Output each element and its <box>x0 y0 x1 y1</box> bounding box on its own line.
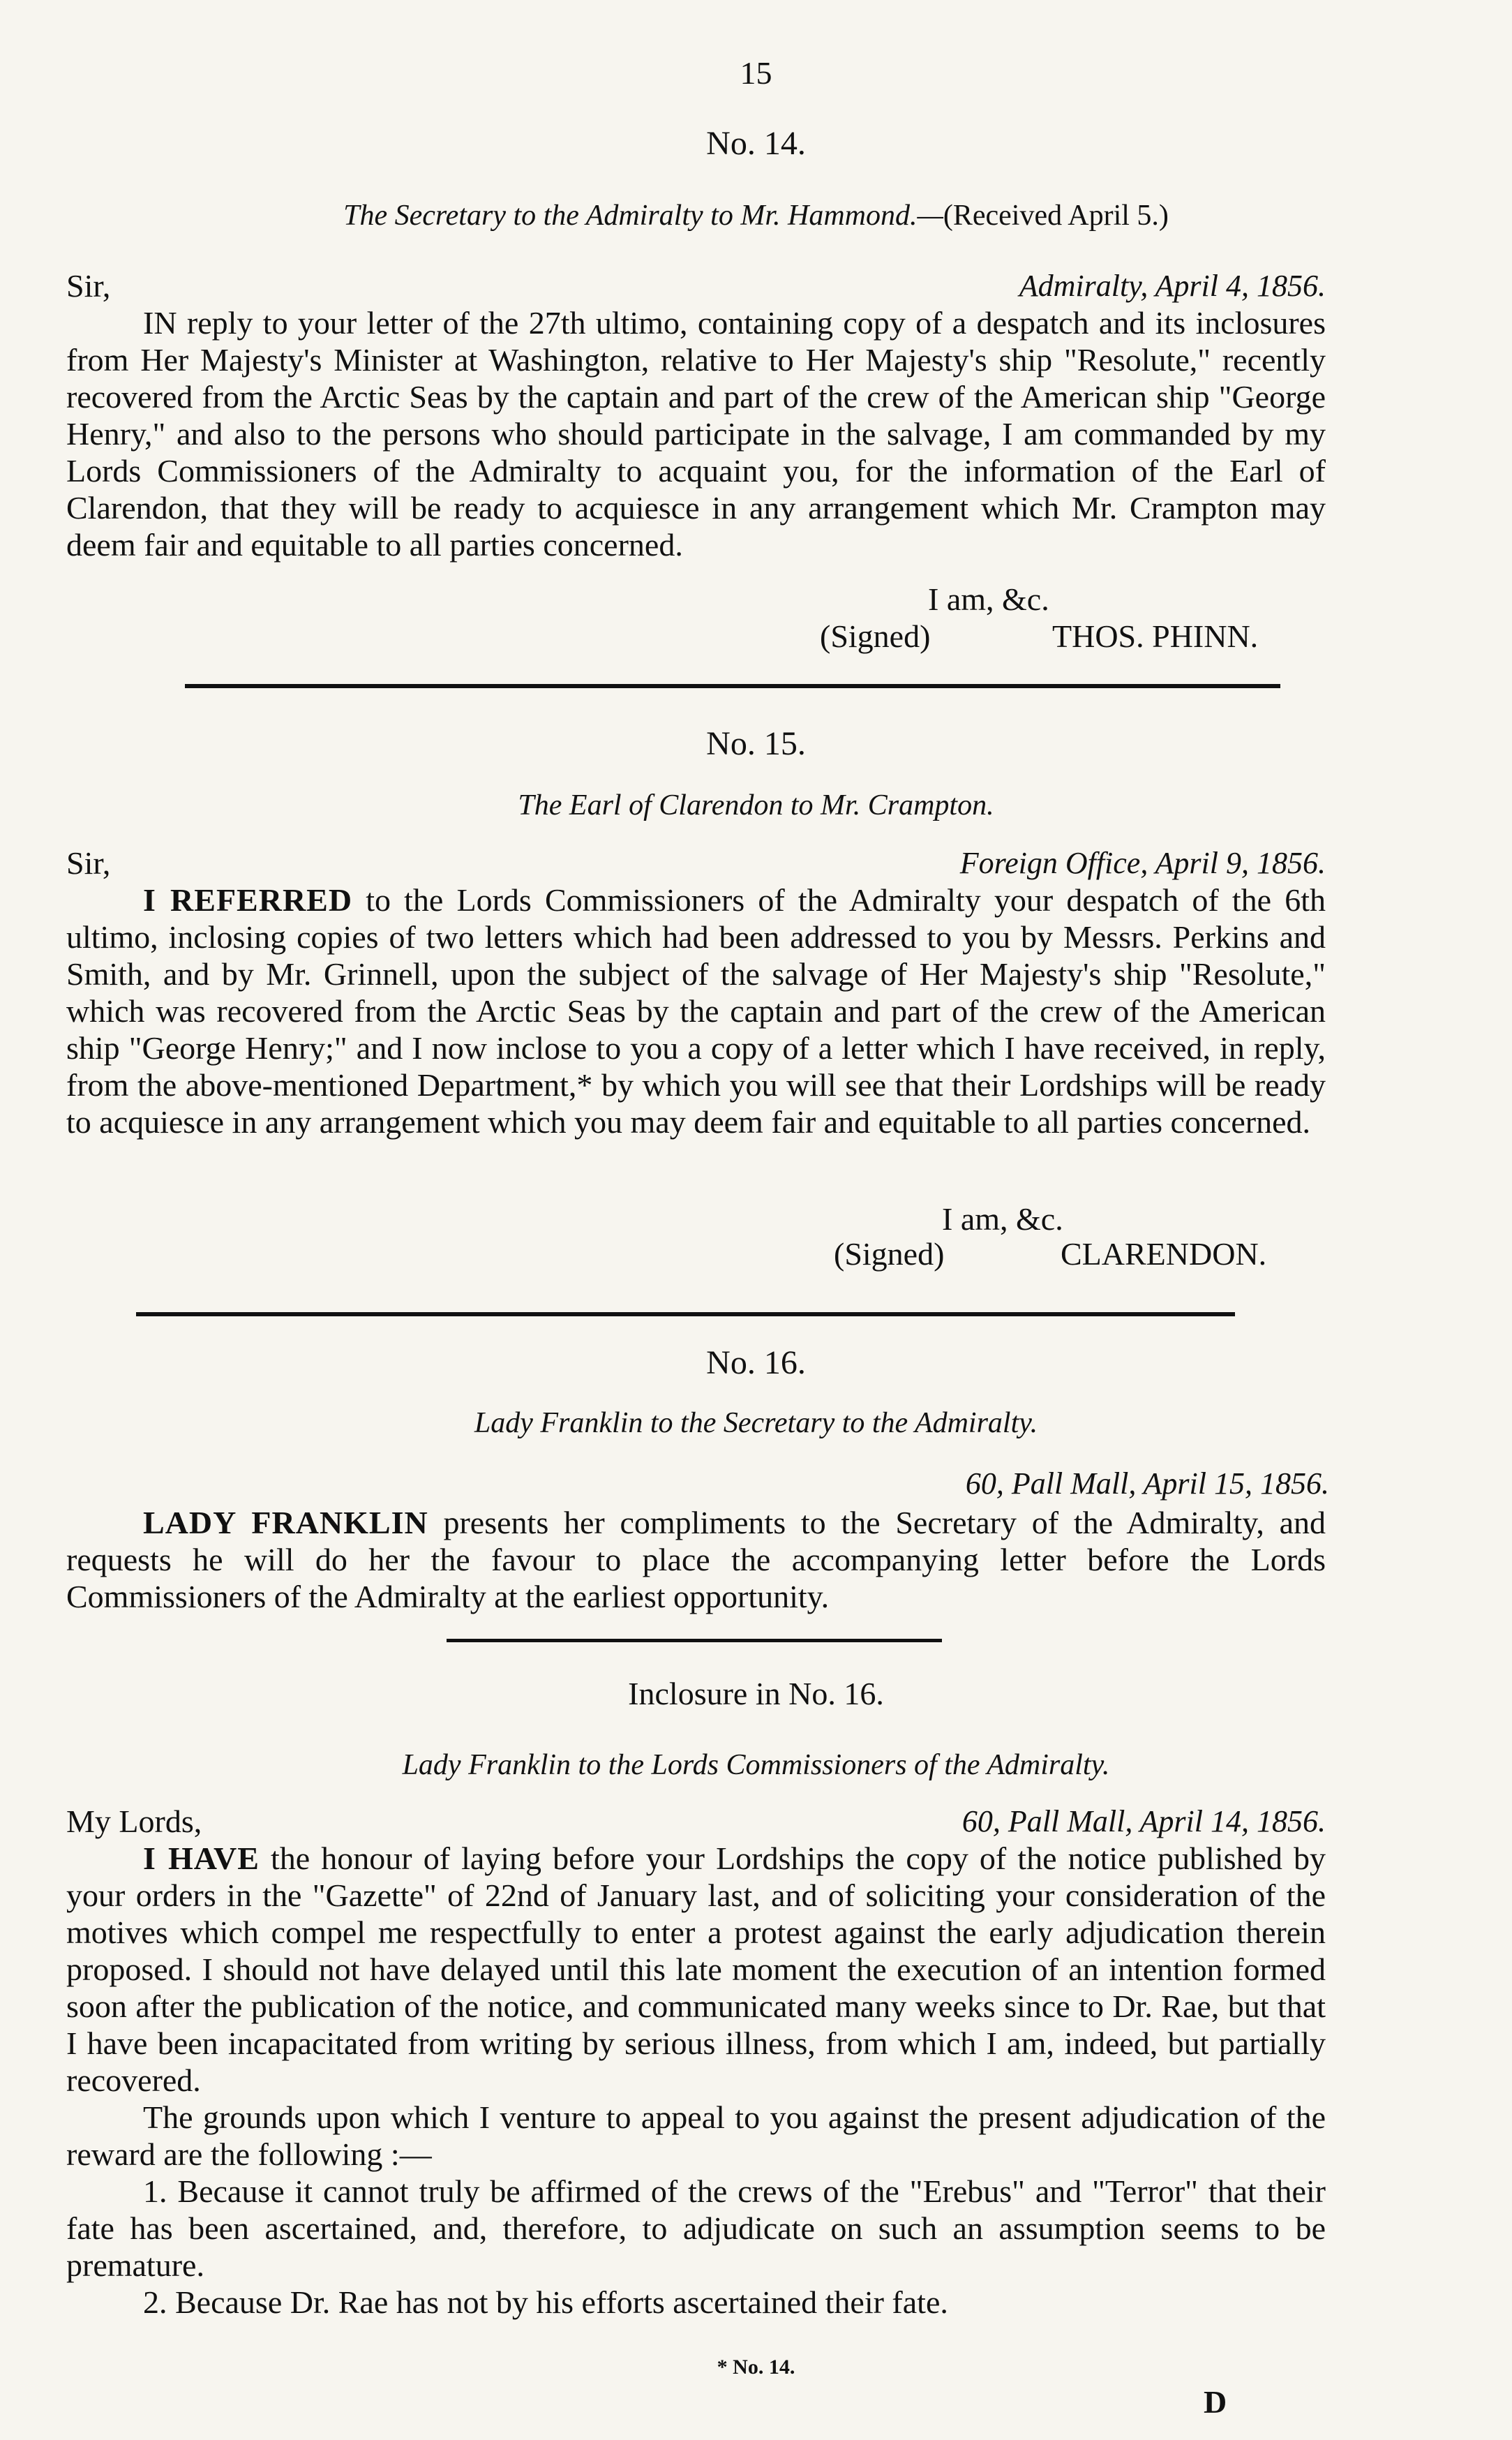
doc15-closing: I am, &c. <box>942 1201 1063 1237</box>
doc14-salutation: Sir, <box>66 268 111 304</box>
section-divider <box>185 684 1280 688</box>
doc16-body <box>66 1504 1326 1615</box>
doc16-dateline <box>966 1466 1329 1501</box>
doc16-number: No. 16. <box>706 1344 806 1381</box>
inclosure-heading: Lady Franklin to the Lords Commissioners of the Admiralty. <box>402 1749 1110 1781</box>
doc15-dateline: Foreign Office, April 9, 1856. <box>959 846 1326 880</box>
doc15-first-words: I REFERRED <box>143 882 353 918</box>
doc15-number: No. 15. <box>706 725 806 762</box>
doc16-dateline-text: 60, Pall Mall, April 15, 1856. <box>965 1466 1329 1501</box>
inclosure-para-3: 1. Because it cannot truly be affirmed of the crews of the "Erebus" and "Terror" that their fate has been ascertained, and, therefore, to adjudicate on such an assumption seems to be premature. <box>66 2173 1326 2283</box>
inclosure-number: Inclosure in No. 16. <box>628 1676 884 1711</box>
doc15-body-text: to the Lords Commissioners of the Admiralty your despatch of the 6th ultimo, inclosing copies of two letters which had been addressed to you by Messrs. Perkins and Smith, and by Mr. Grinnell, upon the subject of the salvage of Her Majesty's ship "Resolute," which was recovered from the Arctic Seas by the captain and part of the crew of the American ship "George Henry;" and I now inclose to you a copy of a letter which I have received, in reply, from the above-mentioned Department,* by which you will see that their Lordships will be ready to acquiesce in any arrangement which you may deem fair and equitable to all parties concerned. <box>66 882 1326 1140</box>
doc14-first-words: IN <box>143 305 177 341</box>
doc14-dateline: Admiralty, April 4, 1856. <box>1019 269 1326 303</box>
doc14-signer: THOS. PHINN. <box>1052 618 1259 654</box>
inclosure-salutation-row <box>66 1803 1326 1840</box>
doc15-signer: CLARENDON. <box>1061 1236 1267 1272</box>
doc14-heading-text: The Secretary to the Admiralty to Mr. Hammond.— <box>343 200 943 232</box>
sheet-mark: D <box>1204 2384 1227 2420</box>
inclosure-letter <box>66 1803 1326 2321</box>
doc14-body-text: reply to your letter of the 27th ultimo, containing copy of a despatch and its inclosures from Her Majesty's Minister at Washington, relative to Her Majesty's ship "Resolute," recently recovered from the Arctic Seas by the captain and part of the crew of the American ship "George Henry," and also to the persons who should participate in the salvage, I am commanded by my Lords Commissioners of the Admiralty to acquaint you, for the information of the Earl of Clarendon, that they will be ready to acquiesce in any arrangement which Mr. Crampton may deem fair and equitable to all parties concerned. <box>66 305 1326 563</box>
footnote: * No. 14. <box>717 2356 795 2379</box>
section-divider <box>136 1312 1235 1316</box>
doc14-number: No. 14. <box>706 125 806 162</box>
doc14-salutation-row <box>66 267 1326 304</box>
doc14-body <box>66 304 1326 563</box>
doc16-heading: Lady Franklin to the Secretary to the Admiralty. <box>474 1407 1038 1439</box>
doc14-heading-received: (Received April 5.) <box>943 200 1169 232</box>
doc15-letter <box>66 845 1326 1140</box>
doc15-heading: The Earl of Clarendon to Mr. Crampton. <box>518 789 994 821</box>
inclosure-salutation: My Lords, <box>66 1803 202 1839</box>
doc14-letter <box>66 267 1326 563</box>
doc15-salutation-row <box>66 845 1326 881</box>
doc15-signed: (Signed) <box>834 1236 945 1272</box>
section-divider <box>447 1639 942 1642</box>
doc15-body <box>66 881 1326 1140</box>
doc16-letter <box>66 1504 1326 1615</box>
doc14-closing: I am, &c. <box>928 581 1049 617</box>
doc16-first-words: LADY FRANKLIN <box>143 1505 428 1540</box>
inclosure-para-4: 2. Because Dr. Rae has not by his efforts ascertained their fate. <box>143 2284 948 2320</box>
doc16-body-text: presents her compliments to the Secretary of the Admiralty, and requests he will do her the favour to place the accompanying letter before the Lords Commissioners of the Admiralty at the earliest opportunity. <box>66 1505 1326 1614</box>
doc14-heading <box>0 199 1512 232</box>
inclosure-first-words: I HAVE <box>143 1840 260 1876</box>
inclosure-para-2: The grounds upon which I venture to appeal to you against the present adjudication of the reward are the following :— <box>66 2099 1326 2172</box>
doc14-signed: (Signed) <box>820 618 931 654</box>
inclosure-para-1 <box>66 1840 1326 2099</box>
inclosure-para-1-text: the honour of laying before your Lordships the copy of the notice published by your orders in the "Gazette" of 22nd of January last, and of soliciting your consideration of the motives which compel me respectfully to enter a protest against the early adjudication therein proposed. I should not have delayed until this late moment the execution of an intention formed soon after the publication of the notice, and communicated many weeks since to Dr. Rae, but that I have been incapacitated from writing by serious illness, from which I am, indeed, but partially recovered. <box>66 1840 1326 2098</box>
inclosure-dateline: 60, Pall Mall, April 14, 1856. <box>961 1804 1326 1838</box>
page-number: 15 <box>740 55 772 91</box>
doc15-salutation: Sir, <box>66 845 111 881</box>
